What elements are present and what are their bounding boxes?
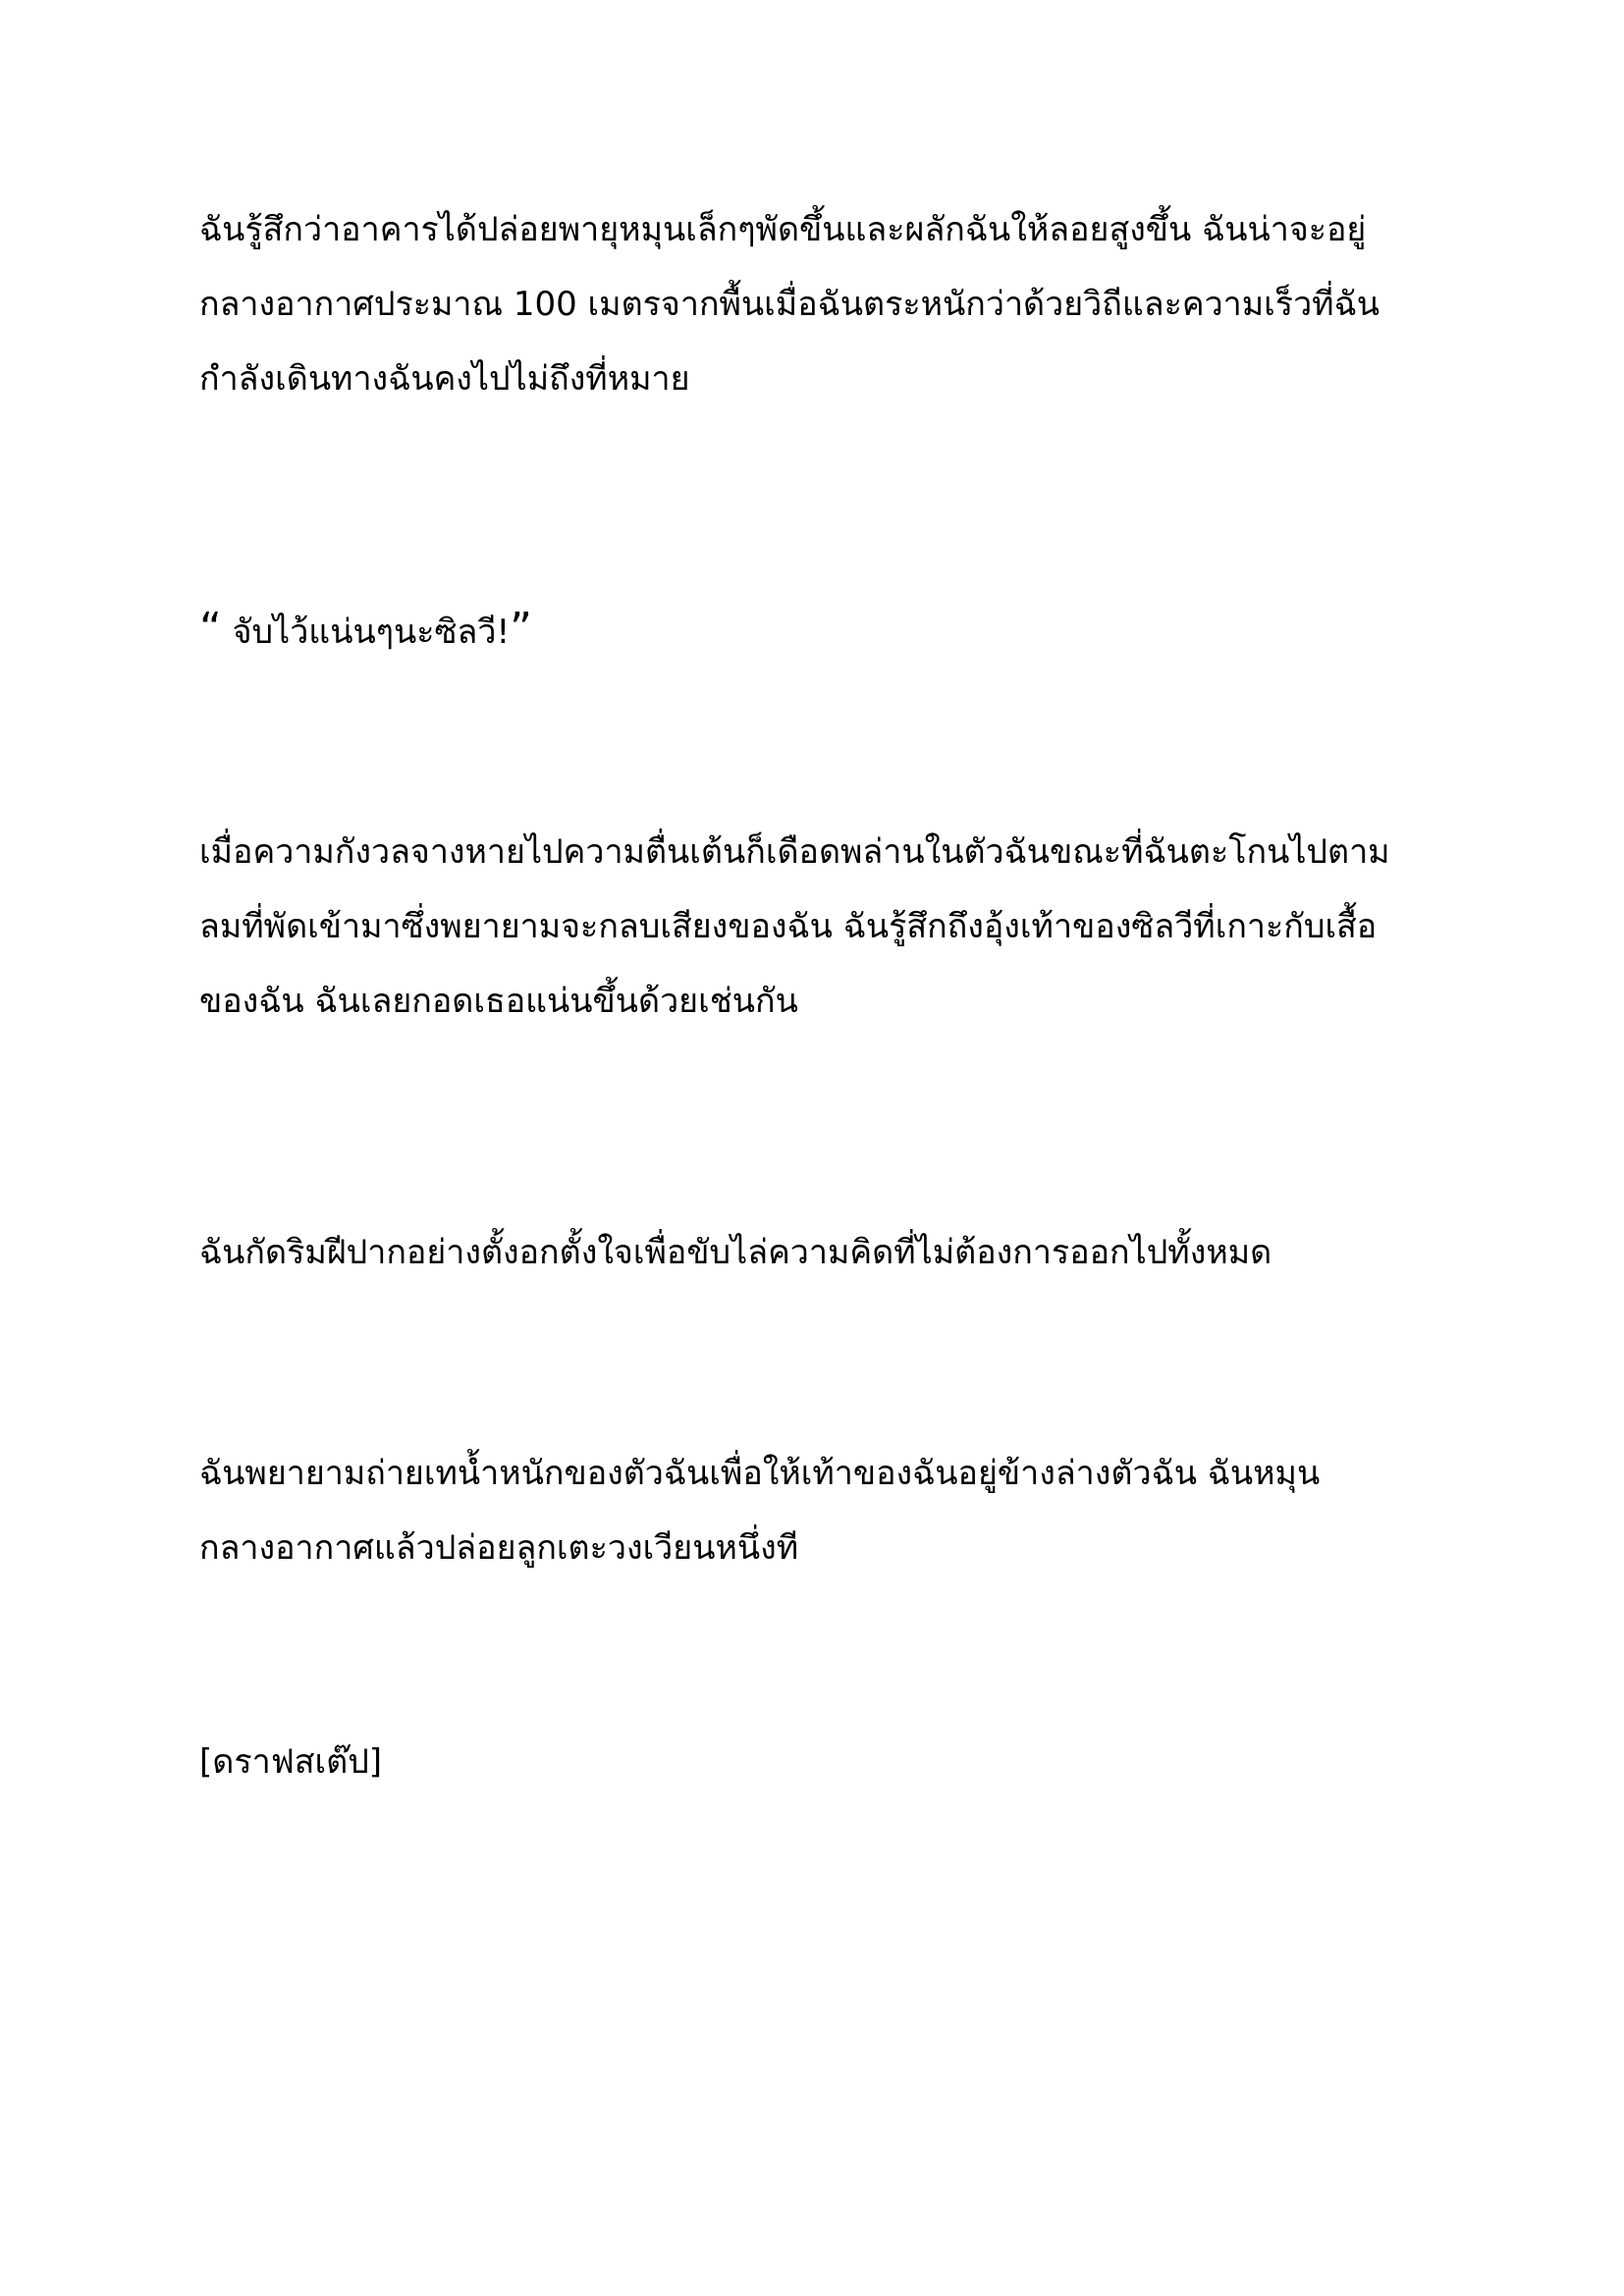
text-line: กำลังเดินทางฉันคงไปไม่ถึงที่หมาย xyxy=(199,359,690,399)
close-quote-mark: ” xyxy=(510,604,532,654)
text-line: ฉันพยายามถ่ายเทน้ำหนักของตัวฉันเพื่อให้เท้าของฉันอยู่ข้างล่างตัวฉัน ฉันหมุน xyxy=(199,1454,1321,1493)
dialogue-text xyxy=(199,592,1476,669)
paragraph-spin-kick xyxy=(199,1436,1476,1585)
paragraph-tornado-launch xyxy=(199,192,1476,416)
text-line: ฉันรู้สึกว่าอาคารได้ปล่อยพายุหมุนเล็กๆพัดขึ้นและผลักฉันให้ลอยสูงขึ้น ฉันน่าจะอยู่ xyxy=(199,210,1367,249)
text-line: ลมที่พัดเข้ามาซึ่งพยายามจะกลบเสียงของฉัน ฉันรู้สึกถึงอุ้งเท้าของซิลวีที่เกาะกับเสื้อ xyxy=(199,907,1378,946)
paragraph-focus xyxy=(199,1215,1476,1290)
open-quote-mark: “ xyxy=(199,604,222,654)
sound-effect-label xyxy=(199,1725,1476,1799)
dialogue-content: จับไว้แน่นๆนะซิลวี! xyxy=(221,613,511,652)
text-line: กลางอากาศแล้วปล่อยลูกเตะวงเวียนหนึ่งที xyxy=(199,1528,799,1568)
text-line: [ดราฟสเต๊ป] xyxy=(199,1742,383,1782)
text-line: เมื่อความกังวลจางหายไปความตื่นเต้นก็เดือดพล่านในตัวฉันขณะที่ฉันตะโกนไปตาม xyxy=(199,832,1390,872)
dialogue-line xyxy=(199,592,1476,669)
text-line: กลางอากาศประมาณ 100 เมตรจากพื้นเมื่อฉันตระหนักว่าด้วยวิถีและความเร็วที่ฉัน xyxy=(199,285,1380,324)
text-line: ฉันกัดริมฝีปากอย่างตั้งอกตั้งใจเพื่อขับไล่ความคิดที่ไม่ต้องการออกไปทั้งหมด xyxy=(199,1233,1272,1272)
paragraph-excitement xyxy=(199,815,1476,1039)
text-line: ของฉัน ฉันเลยกอดเธอแน่นขึ้นด้วยเช่นกัน xyxy=(199,982,798,1021)
